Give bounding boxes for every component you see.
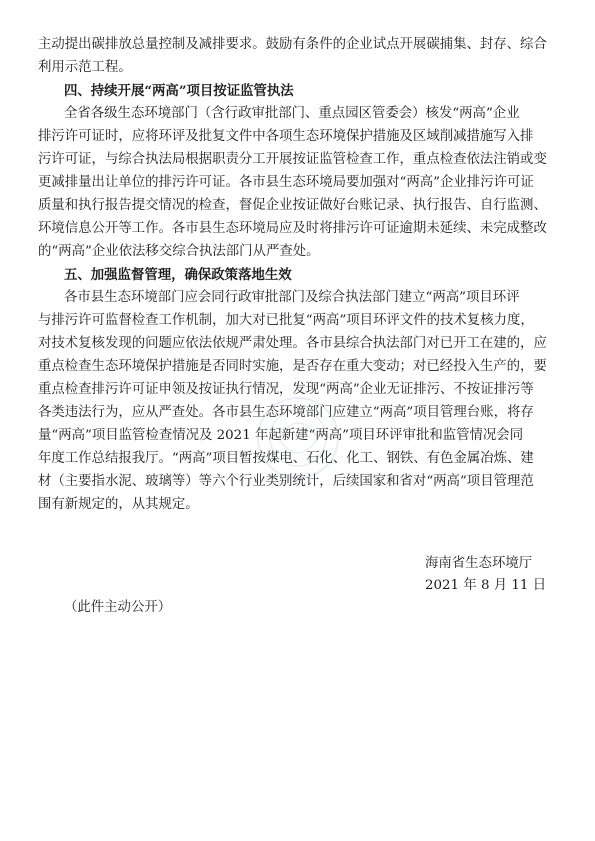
body-line: 重点检查生态环境保护措施是否同时实施，是否存在重大变动；对已经投入生产的，要 (38, 359, 547, 374)
signature-org: 海南省生态环境厅 (425, 556, 533, 571)
body-line: 质量和执行报告提交情况的检查，督促企业按证做好台账记录、执行报告、自行监测、 (38, 198, 547, 213)
body-line: 的“两高”企业依法移交综合执法部门从严查处。 (38, 244, 320, 259)
body-line: 量“两高”项目监管检查情况及 2021 年起新建“两高”项目环评审批和监管情况会同 (38, 428, 524, 443)
body-line: 围有新规定的，从其规定。 (38, 497, 199, 512)
body-line: 污许可证，与综合执法局根据职责分工开展按证监管检查工作，重点检查依法注销或变 (38, 152, 547, 167)
body-line: 重点检查排污许可证申领及按证执行情况，发现“两高”企业无证排污、不按证排污等 (38, 382, 534, 397)
body-line: 利用示范工程。 (38, 60, 132, 75)
body-line: 全省各级生态环境部门（含行政审批部门、重点园区管委会）核发“两高”企业 (64, 106, 520, 121)
body-line: 排污许可证时，应将环评及批复文件中各项生态环境保护措施及区域削减措施写入排 (38, 129, 534, 144)
body-line: 对技术复核发现的问题应依法依规严肃处理。各市县综合执法部门对已开工在建的，应 (38, 336, 547, 351)
body-line: 更减排量出让单位的排污许可证。各市县生态环境局要加强对“两高”企业排污许可证 (38, 175, 534, 190)
section-heading-4: 四、持续开展“两高”项目按证监管执法 (64, 83, 294, 99)
body-line: 各市县生态环境部门应会同行政审批部门及综合执法部门建立“两高”项目环评 (64, 290, 520, 305)
signature-date: 2021 年 8 月 11 日 (425, 578, 547, 593)
body-line: 与排污许可监督检查工作机制，加大对已批复“两高”项目环评文件的技术复核力度， (38, 313, 534, 328)
body-line: 主动提出碳排放总量控制及减排要求。鼓励有条件的企业试点开展碳捕集、封存、综合 (38, 37, 547, 52)
section-heading-5: 五、加强监督管理，确保政策落地生效 (64, 267, 292, 283)
body-line: 各类违法行为，应从严查处。各市县生态环境部门应建立“两高”项目管理台账，将存 (38, 405, 534, 420)
body-line: 年度工作总结报我厅。“两高”项目暂按煤电、石化、化工、钢铁、有色金属冶炼、建 (38, 451, 534, 466)
body-line: 环境信息公开等工作。各市县生态环境局应及时将排污许可证逾期未延续、未完成整改 (38, 221, 547, 236)
disclosure-note: （此件主动公开） (64, 600, 172, 615)
body-line: 材（主要指水泥、玻璃等）等六个行业类别统计，后续国家和省对“两高”项目管理范 (38, 474, 534, 489)
